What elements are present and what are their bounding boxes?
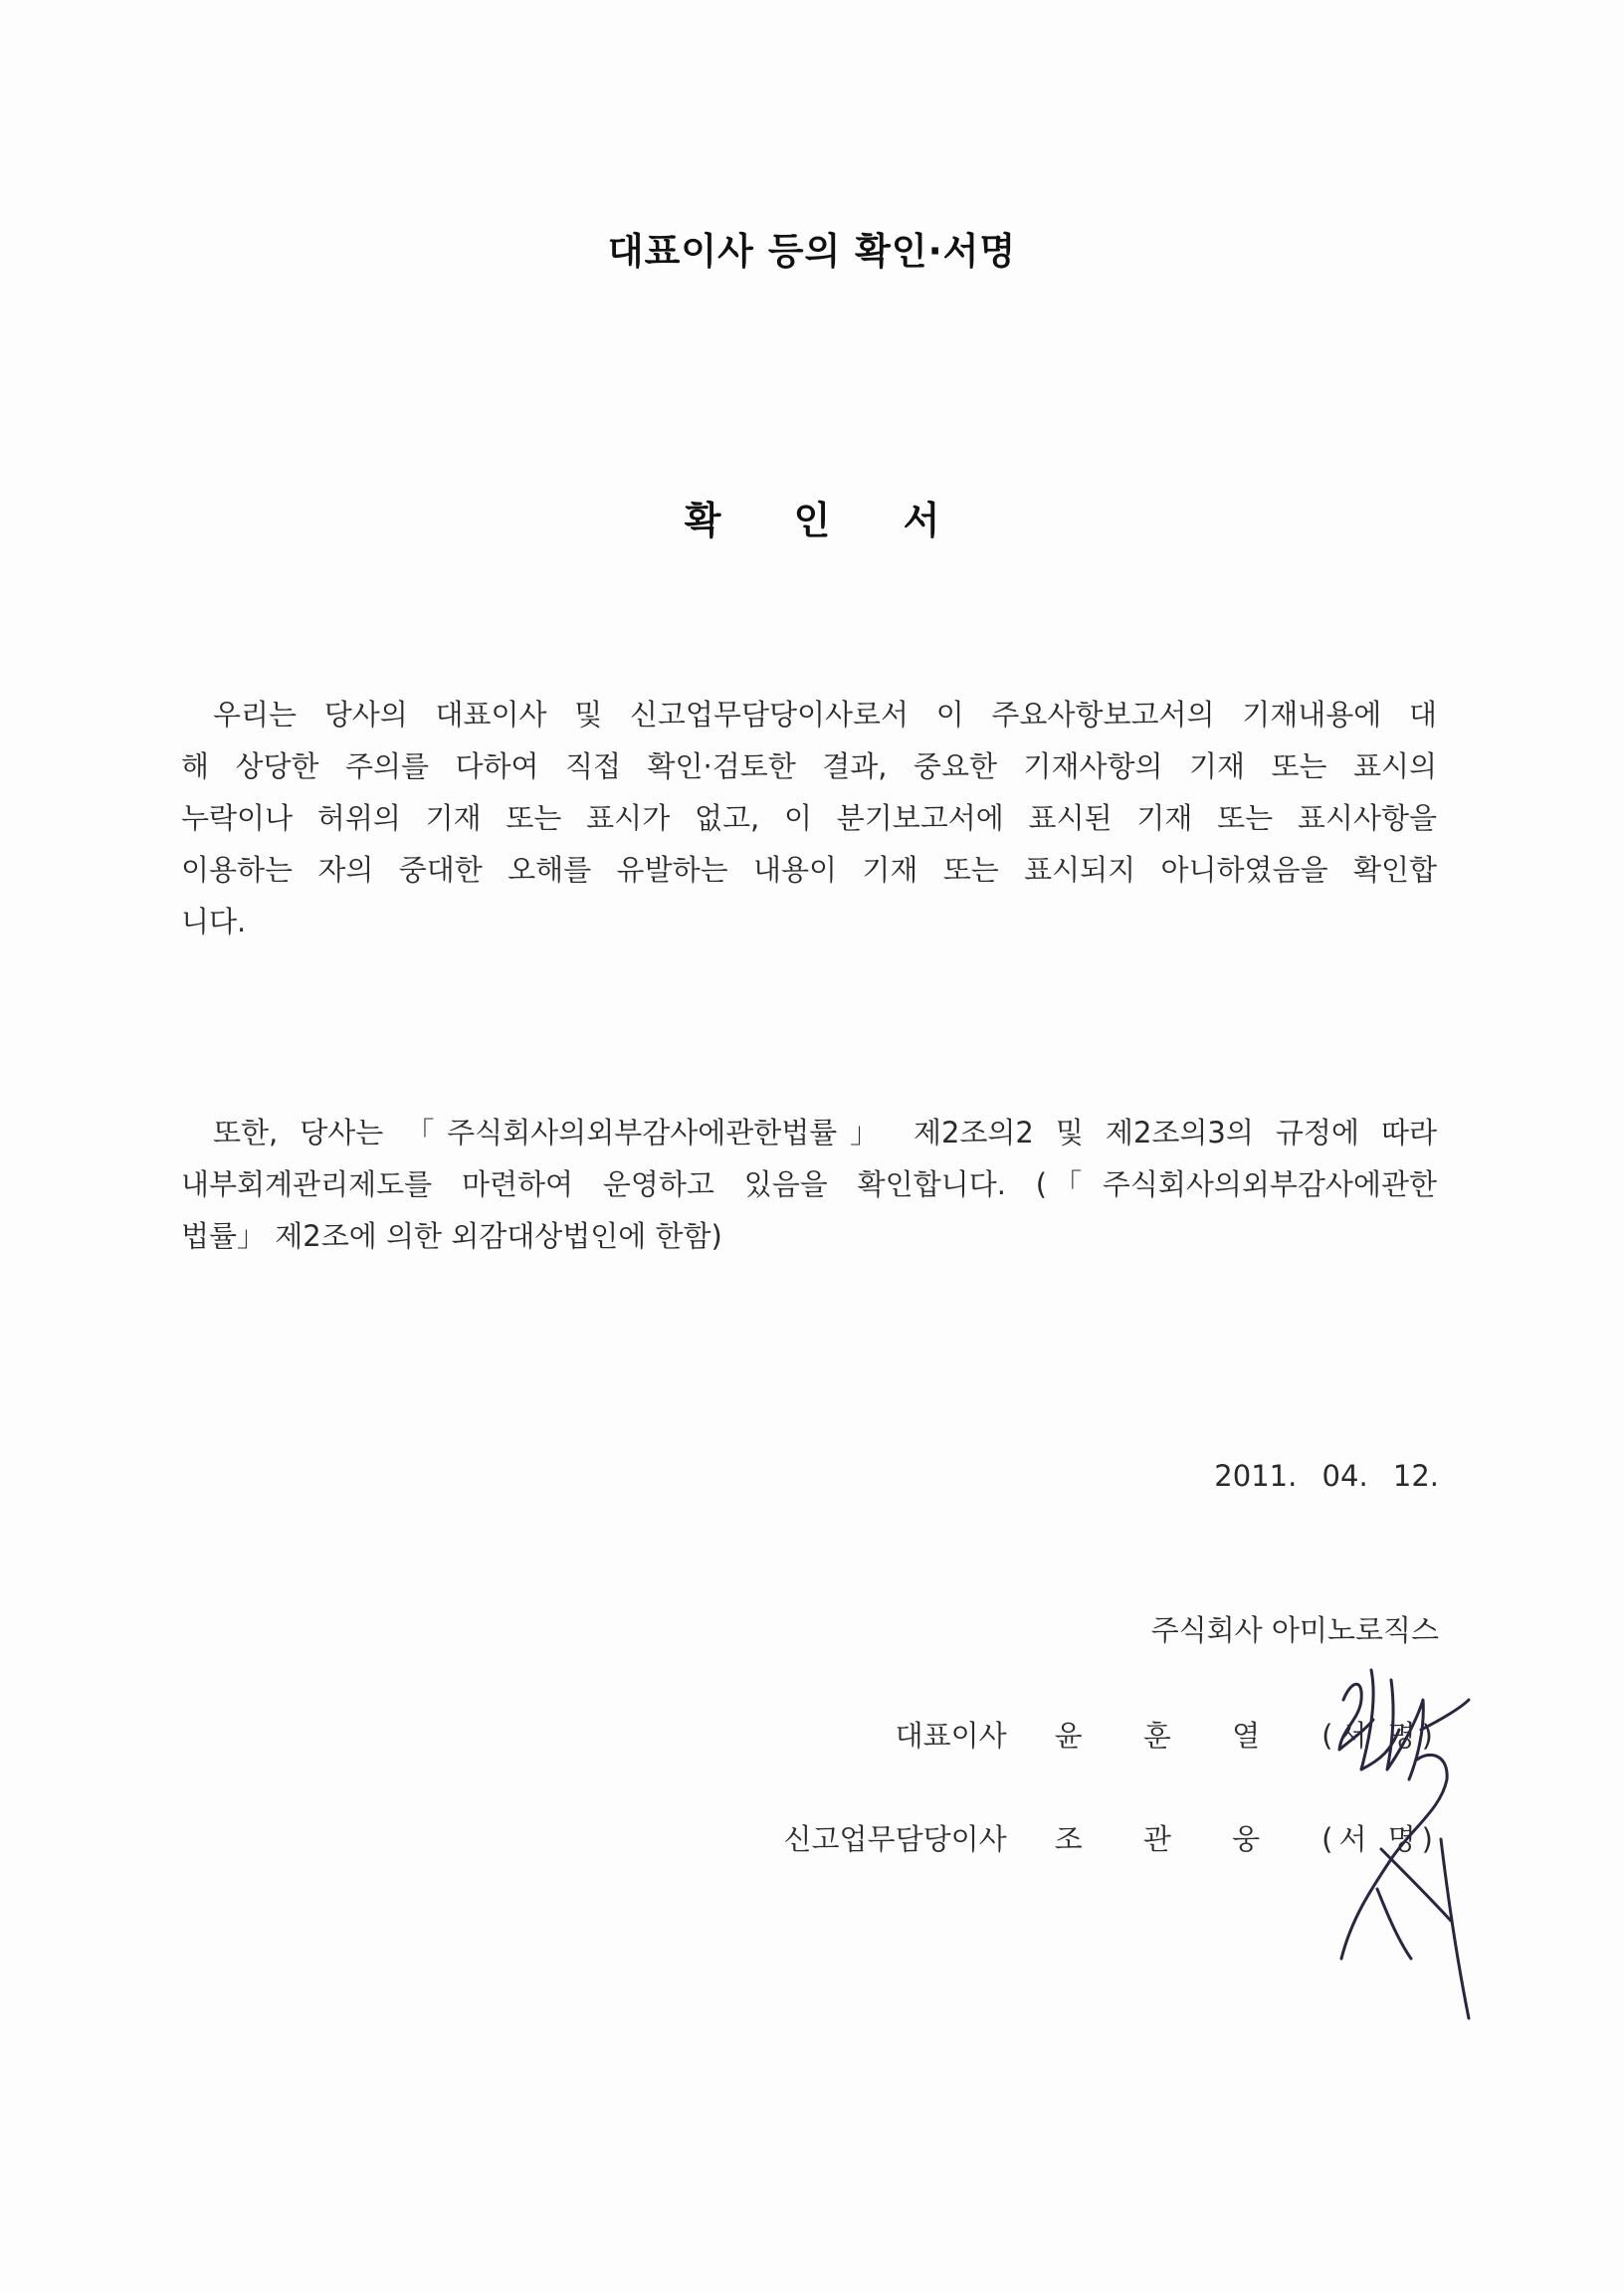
signature-label: (서 명)	[1321, 1719, 1439, 1753]
signature-stroke	[1441, 1839, 1469, 2018]
signature-stroke	[1341, 1859, 1391, 1959]
signatory-role: 대표이사	[895, 1719, 1007, 1753]
signatory-role: 신고업무담당이사	[783, 1822, 1007, 1856]
signature-stroke	[1421, 1700, 1469, 1730]
internal-control-paragraph	[181, 1107, 1437, 1262]
paragraph-line: 이용하는 자의 중대한 오해를 유발하는 내용이 기재 또는 표시되지 아니하였음을 확인합	[181, 853, 1437, 887]
signatory-name: 윤 훈 열	[1054, 1719, 1287, 1753]
signatory-name: 조 관 웅	[1054, 1822, 1287, 1856]
paragraph-line: 법률」 제2조에 의한 외감대상법인에 한함)	[181, 1219, 722, 1253]
signature-label: (서 명)	[1321, 1822, 1439, 1856]
document-heading: 확 인 서	[684, 499, 970, 542]
signature-stroke	[1381, 1849, 1451, 1921]
signature-stroke	[1387, 1680, 1423, 1779]
signature-stroke	[1391, 1755, 1447, 1859]
paragraph-line: 누락이나 허위의 기재 또는 표시가 없고, 이 분기보고서에 표시된 기재 또는 표시사항을	[181, 801, 1437, 835]
signature-stroke	[1377, 1889, 1411, 1959]
company-name: 주식회사 아미노로직스	[1150, 1613, 1439, 1647]
paragraph-line: 니다.	[181, 905, 247, 938]
paragraph-line: 우리는 당사의 대표이사 및 신고업무담당이사로서 이 주요사항보고서의 기재내용에 대	[213, 698, 1437, 731]
handwritten-signature	[1321, 1660, 1481, 2028]
paragraph-line: 내부회계관리제도를 마련하여 운영하고 있음을 확인합니다. (「주식회사의외부감사에관한	[181, 1167, 1437, 1201]
page-title: 대표이사 등의 확인·서명	[607, 230, 1017, 273]
paragraph-line: 또한, 당사는 「주식회사의외부감사에관한법률」 제2조의2 및 제2조의3의 규정에 따라	[213, 1116, 1437, 1149]
document-date: 2011. 04. 12.	[1214, 1459, 1439, 1493]
confirmation-paragraph	[181, 689, 1437, 947]
paragraph-line: 해 상당한 주의를 다하여 직접 확인·검토한 결과, 중요한 기재사항의 기재 또는 표시의	[181, 749, 1437, 783]
